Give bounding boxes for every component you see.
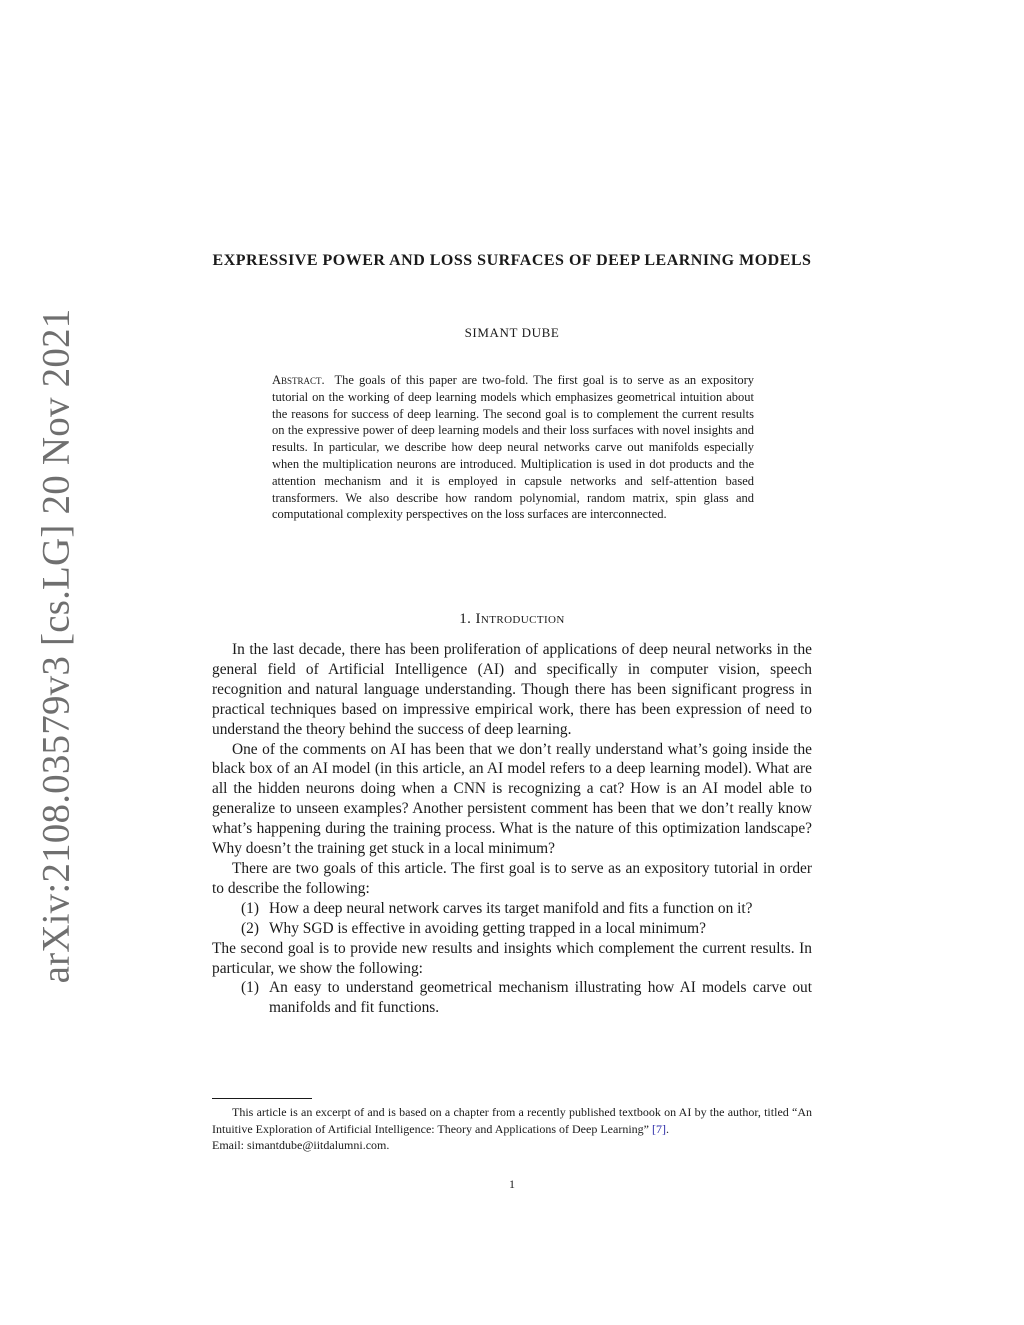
citation-link[interactable]: [7]: [651, 1121, 666, 1136]
author-email: Email: simantdube@iitdalumni.com.: [212, 1138, 390, 1153]
goals-list: [212, 899, 812, 939]
list-item-number: (2): [241, 919, 259, 937]
arxiv-identifier: arXiv:2108.03579v3 [cs.LG] 20 Nov 2021: [34, 308, 78, 984]
list-item-number: (1): [241, 979, 259, 997]
footnote-text: [212, 1104, 812, 1137]
section-title: Introduction: [475, 611, 565, 627]
footnote-divider: [212, 1098, 312, 1099]
paragraph-3: There are two goals of this article. The first goal is to serve as an expository tutorial in order to describe the following:: [212, 859, 812, 897]
paragraph-1: In the last decade, there has been proliferation of applications of deep neural networks in the general field of Artificial Intelligence (AI) and specifically in computer vision, speech recognition and natural language understanding. Though there has been significant progress in practical techniques based on impressive empirical work, there has been expression of need to understand the theory behind the success of deep learning.: [212, 641, 812, 738]
arxiv-sidebar: [30, 308, 82, 984]
section-number: 1.: [459, 611, 472, 627]
list-item: [212, 978, 812, 1018]
list-item-text: How a deep neural network carves its target manifold and fits a function on it?: [269, 899, 753, 917]
list-item: [212, 899, 812, 919]
list-item-text: Why SGD is effective in avoiding getting trapped in a local minimum?: [269, 919, 706, 937]
footnote-note-end: .: [665, 1121, 669, 1136]
abstract-label: Abstract.: [272, 373, 325, 387]
page-number: 1: [509, 1177, 515, 1191]
abstract: [272, 372, 754, 523]
list-item: [212, 919, 812, 939]
results-list: [212, 978, 812, 1018]
paper-author: SIMANT DUBE: [464, 325, 560, 340]
section-heading: [212, 611, 812, 628]
footnote-note: This article is an excerpt of and is based on a chapter from a recently published textbook on AI by the author, titled “An Intuitive Exploration of Artificial Intelligence: Theory and Applications of Deep Learning”: [212, 1105, 812, 1136]
paragraph-2: One of the comments on AI has been that we don’t really understand what’s going inside the black box of an AI model (in this article, an AI model refers to a deep learning model). What are all the hidden neurons doing when a CNN is recognizing a cat? How is an AI model able to generalize to unseen examples? Another persistent comment has been that we don’t really know what’s happening during the training process. What is the nature of this optimization landscape? Why doesn’t the training get stuck in a local minimum?: [212, 740, 812, 858]
list-item-text: An easy to understand geometrical mechanism illustrating how AI models carve out manifolds and fit functions.: [269, 979, 812, 1017]
list-item-number: (1): [241, 899, 259, 917]
paragraph-4: The second goal is to provide new results and insights which complement the current results. In particular, we show the following:: [212, 939, 812, 977]
abstract-text: The goals of this paper are two-fold. The first goal is to serve as an expository tutorial on the working of deep learning models which emphasizes geometrical intuition about the reasons for success of deep learning. The second goal is to complement the current results on the expressive power of deep learning models and their loss surfaces with novel insights and results. In particular, we describe how deep neural networks carve out manifolds especially when the multiplication neurons are introduced. Multiplication is used in dot products and the attention mechanism and it is employed in capsule networks and self-attention based transformers. We also describe how random polynomial, random matrix, spin glass and computational complexity perspectives on the loss surfaces are interconnected.: [272, 373, 754, 522]
footnotes: [212, 1104, 812, 1154]
body-text: [212, 640, 812, 1018]
paper-title: EXPRESSIVE POWER AND LOSS SURFACES OF DEEP LEARNING MODELS: [212, 252, 812, 269]
